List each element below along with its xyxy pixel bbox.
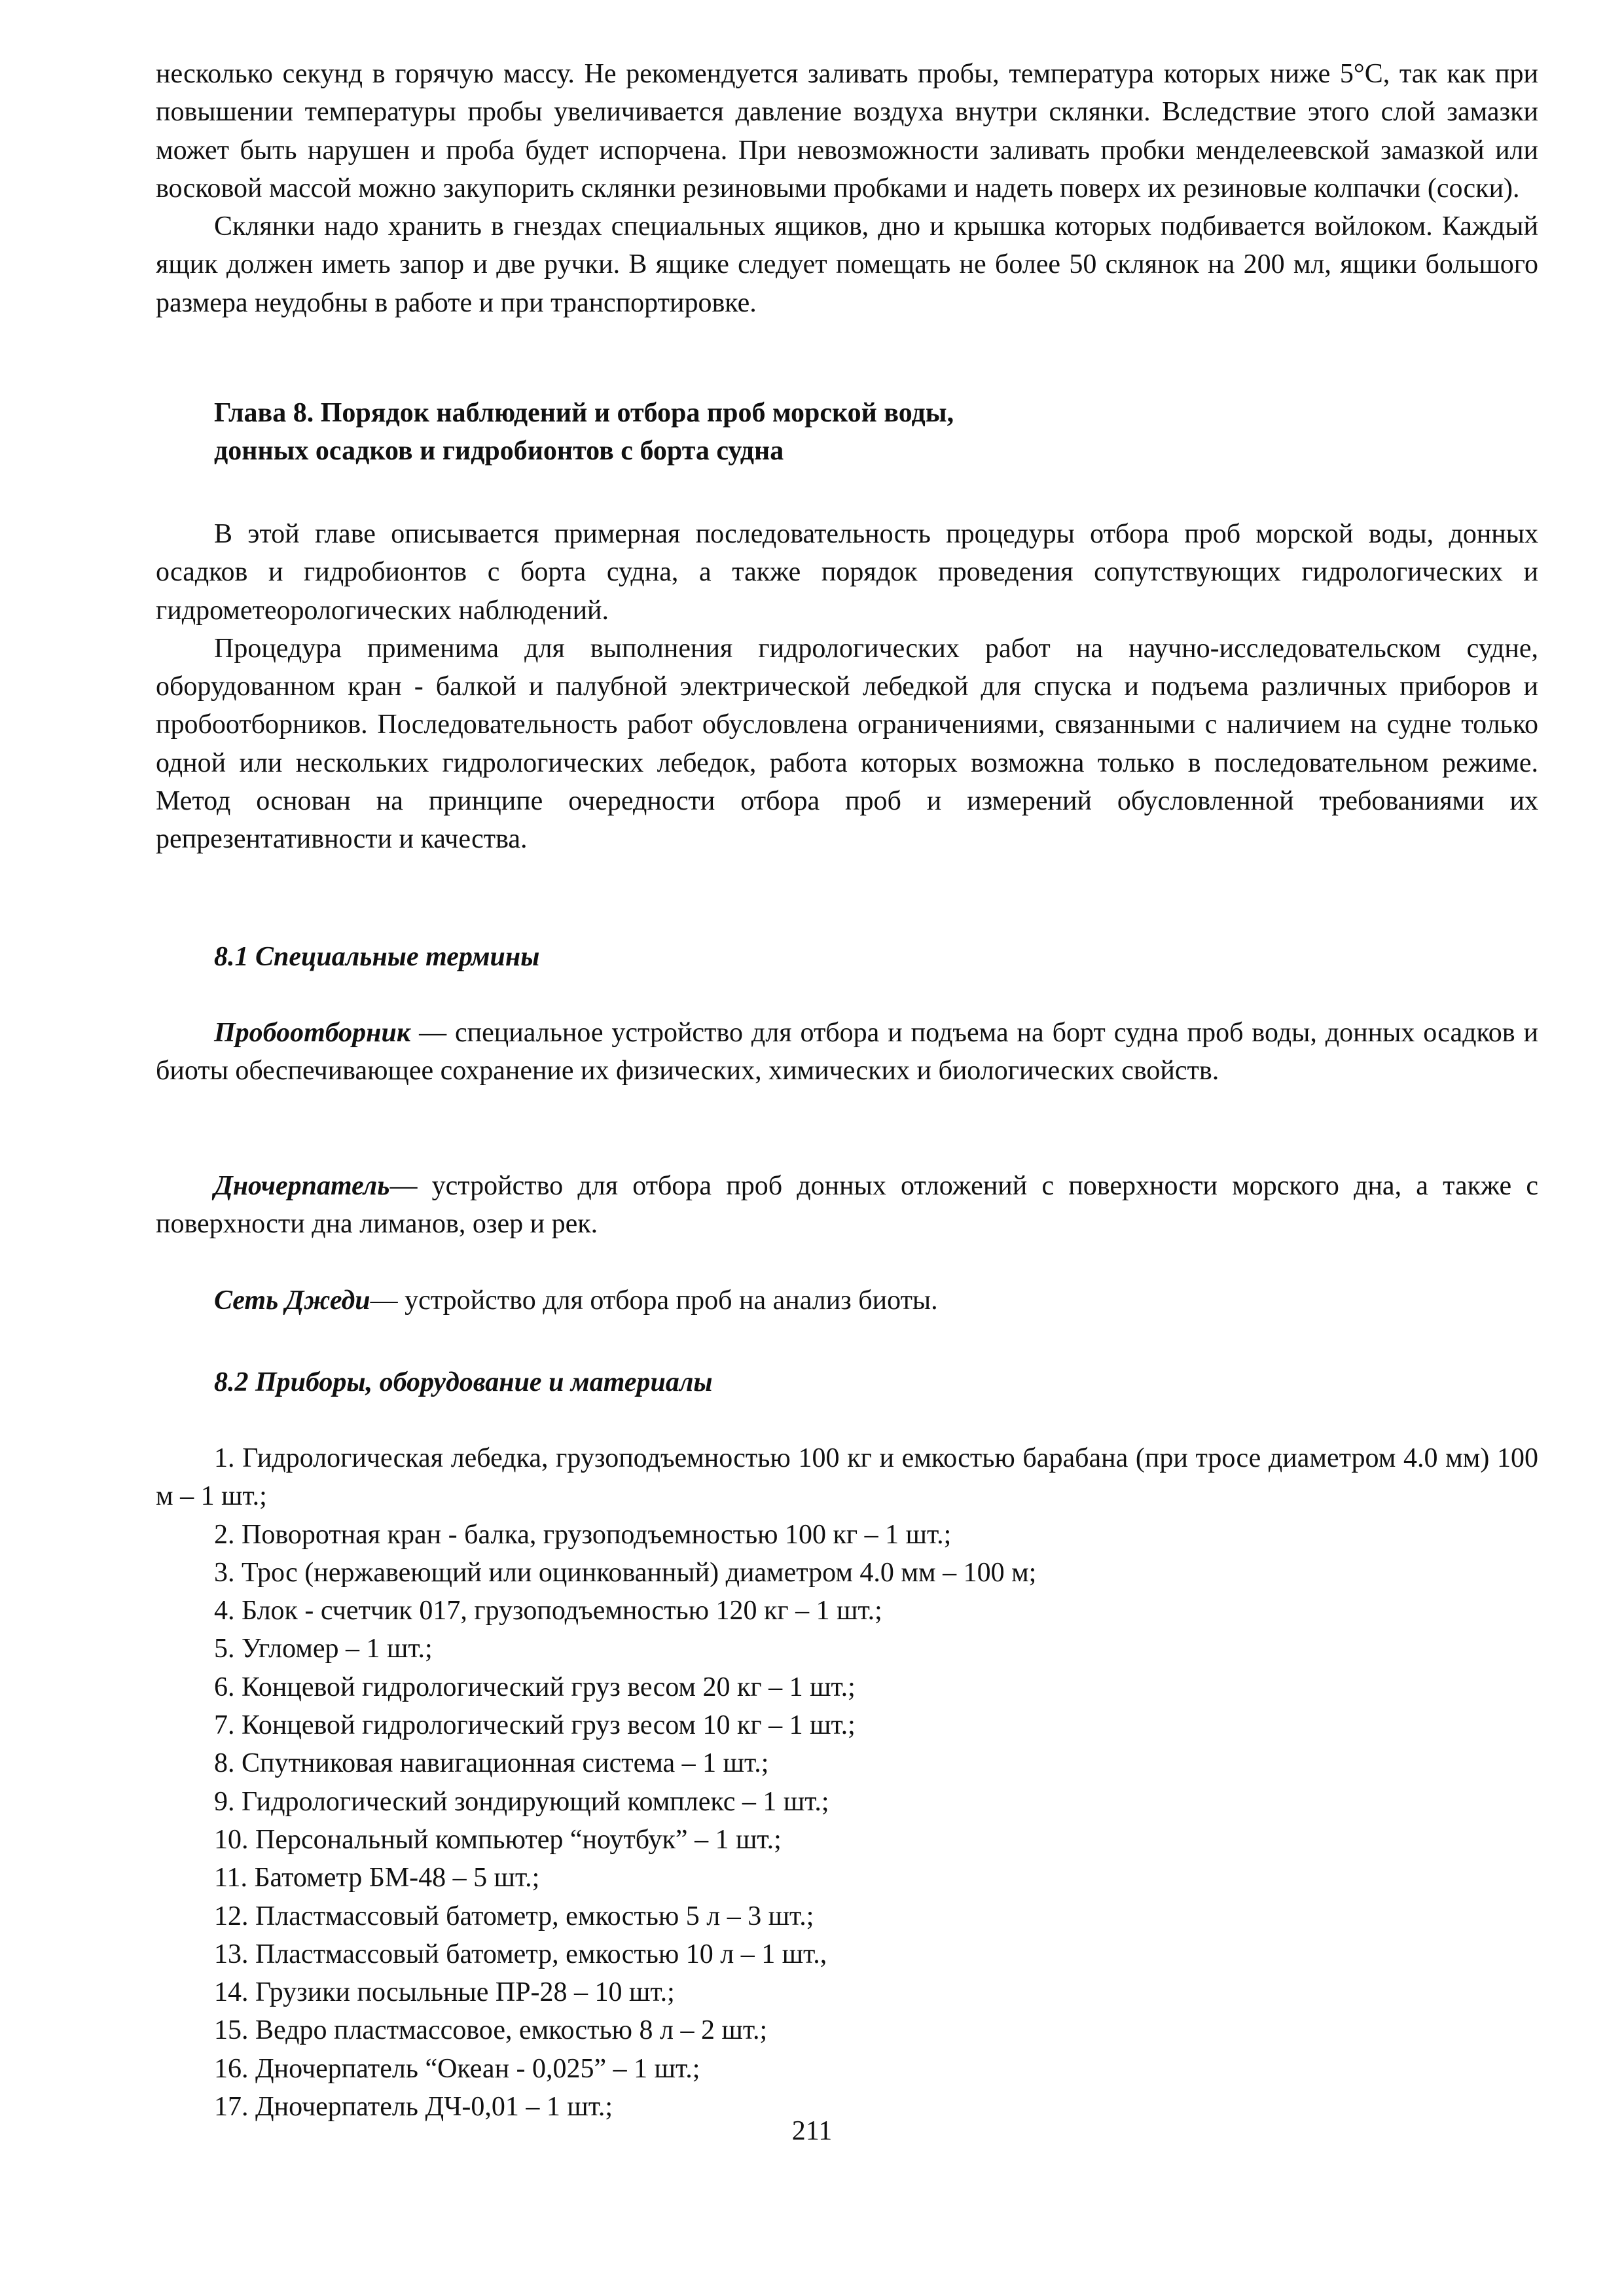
continuation-paragraph: несколько секунд в горячую массу. Не рекомендуется заливать пробы, температура которых ниже 5°С, так как при повышении температуры пробы увеличивается давление воздуха внутри склянки. Вследствие этого слой замазки может быть нарушен и проба будет испорчена. При невозможности заливать пробки менделеевской замазкой или восковой массой можно закупорить склянки резиновыми пробками и надеть поверх их резиновые колпачки (соски).	[156, 59, 1538, 204]
storage-paragraph: Склянки надо хранить в гнездах специальных ящиков, дно и крышка которых подбивается войлоком. Каждый ящик должен иметь запор и две ручки. В ящике следует помещать не более 50 склянок на 200 мл, ящики большого размера неудобны в работе и при транспортировке.	[156, 211, 1538, 318]
list-item: 3. Трос (нержавеющий или оцинкованный) диаметром 4.0 мм – 100 м;	[214, 1557, 1037, 1588]
equipment-list	[156, 1439, 1538, 2126]
list-item: 12. Пластмассовый батометр, емкостью 5 л – 3 шт.;	[214, 1901, 814, 1931]
procedure-paragraph: Процедура применима для выполнения гидрологических работ на научно-исследовательском судне, оборудованном кран - балкой и палубной электрической лебедкой для спуска и подъема различных приборов и пробоотборников. Последовательность работ обусловлена ограничениями, связанными с наличием на судне только одной или нескольких гидрологических лебедок, работа которых возможна только в последовательном режиме. Метод основан на принципе очередности отбора проб и измерений обусловленной требованиями их репрезентативности и качества.	[156, 633, 1538, 855]
term-name: Пробоотборник	[214, 1018, 411, 1048]
section-heading-terms: 8.1 Специальные термины	[214, 942, 540, 972]
intro-paragraph: В этой главе описывается примерная последовательность процедуры отбора проб морской воды, донных осадков и гидробионтов с борта судна, а также порядок проведения сопутствующих гидрологических и гидрометеорологических наблюдений.	[156, 519, 1538, 626]
list-item: 10. Персональный компьютер “ноутбук” – 1 шт.;	[214, 1824, 782, 1855]
list-item: 5. Угломер – 1 шт.;	[214, 1634, 433, 1664]
term-text: — специальное устройство для отбора и подъема на борт судна проб воды, донных осадков и биоты обеспечивающее сохранение их физических, химических и биологических свойств.	[156, 1018, 1538, 1086]
chapter-heading-line-2: донных осадков и гидробионтов с борта судна	[214, 436, 784, 467]
term-definition	[156, 1282, 1538, 1319]
term-definition	[156, 1167, 1538, 1244]
term-name: Сеть Джеди	[214, 1285, 370, 1316]
section-heading-equipment: 8.2 Приборы, оборудование и материалы	[214, 1367, 713, 1397]
list-item: 1. Гидрологическая лебедка, грузоподъемностью 100 кг и емкостью барабана (при тросе диаметром 4.0 мм) 100 м – 1 шт.;	[156, 1443, 1538, 1512]
list-item: 14. Грузики посыльные ПР-28 – 10 шт.;	[214, 1977, 675, 2008]
list-item: 7. Концевой гидрологический груз весом 10 кг – 1 шт.;	[214, 1710, 856, 1741]
list-item: 4. Блок - счетчик 017, грузоподъемностью 120 кг – 1 шт.;	[214, 1596, 882, 1626]
list-item: 8. Спутниковая навигационная система – 1 шт.;	[214, 1748, 769, 1779]
term-text: — устройство для отбора проб донных отложений с поверхности морского дна, а также с поверхности дна лиманов, озер и рек.	[156, 1171, 1538, 1240]
list-item: 11. Батометр БМ-48 – 5 шт.;	[214, 1863, 540, 1893]
intro-block	[156, 515, 1538, 859]
list-item: 9. Гидрологический зондирующий комплекс – 1 шт.;	[214, 1786, 829, 1817]
list-item: 15. Ведро пластмассовое, емкостью 8 л – 2 шт.;	[214, 2015, 768, 2046]
list-item: 16. Дночерпатель “Океан - 0,025” – 1 шт.;	[214, 2053, 700, 2084]
list-item: 17. Дночерпатель ДЧ-0,01 – 1 шт.;	[214, 2092, 613, 2123]
chapter-heading-line-1: Глава 8. Порядок наблюдений и отбора проб морской воды,	[214, 398, 954, 428]
list-item: 6. Концевой гидрологический груз весом 20 кг – 1 шт.;	[214, 1672, 856, 1702]
list-item: 13. Пластмассовый батометр, емкостью 10 л – 1 шт.,	[214, 1939, 827, 1969]
list-item: 2. Поворотная кран - балка, грузоподъемностью 100 кг – 1 шт.;	[214, 1519, 952, 1550]
continuation-block	[156, 55, 1538, 322]
term-text: — устройство для отбора проб на анализ биоты.	[370, 1285, 938, 1316]
page-number: 211	[791, 2116, 833, 2146]
term-name: Дночерпатель	[214, 1171, 390, 1201]
term-definition	[156, 1014, 1538, 1090]
chapter-heading	[214, 394, 1458, 471]
